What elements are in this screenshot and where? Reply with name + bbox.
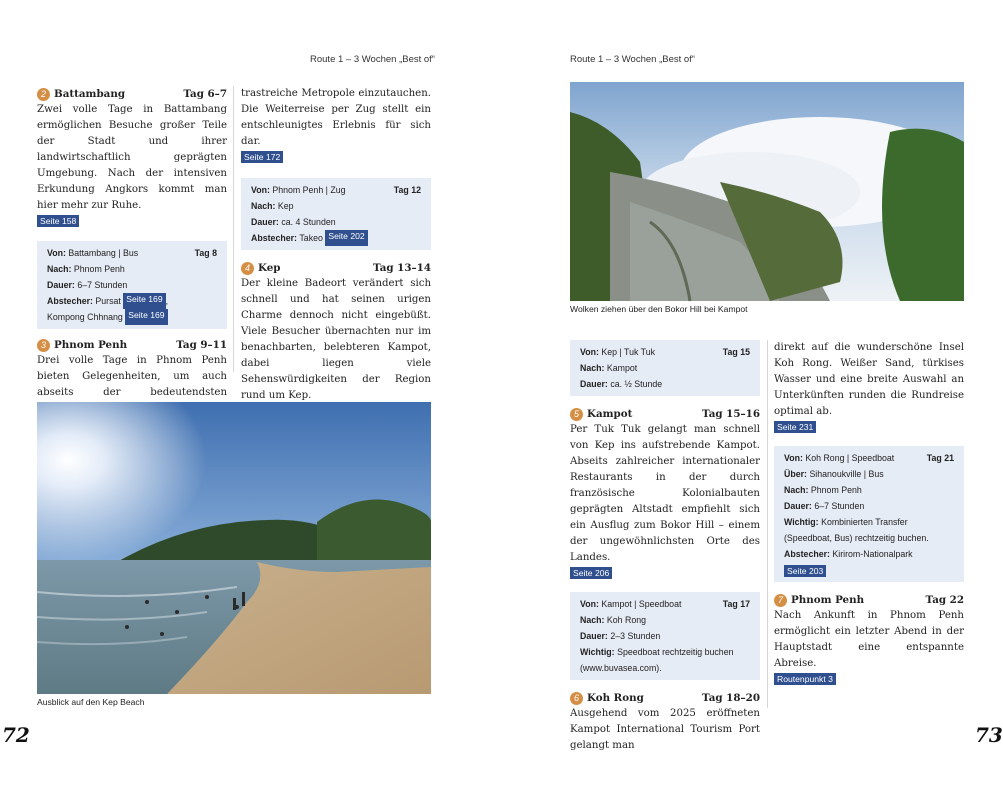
duration-value: 6–7 Stunden [77, 280, 128, 290]
detour-value: Kompong Chhnang [47, 312, 123, 322]
stop-day: Tag 13–14 [373, 262, 431, 274]
from-value: Kep | Tuk Tuk [601, 347, 655, 357]
from-value: Koh Rong | Speedboat [805, 453, 895, 463]
to-value: Kep [277, 201, 294, 211]
stop-description: Nach Ankunft in Phnom Penh ermöglicht ein letzter Abend in der Hauptstadt eine entspannte Abreise. [774, 610, 964, 669]
stop-day: Tag 15–16 [702, 408, 760, 420]
important-value: Kombinierten Transfer (Speedboat, Bus) rechtzeitig buchen. [784, 517, 929, 543]
stop-name: Phnom Penh [54, 339, 128, 351]
detour-label: Abstecher: [251, 233, 297, 243]
from-label: Von: [580, 599, 599, 609]
stop-number-badge: 6 [570, 692, 583, 705]
from-value: Kampot | Speedboat [601, 599, 682, 609]
stop-number-badge: 4 [241, 262, 254, 275]
detour-label: Abstecher: [784, 549, 830, 559]
stop-name: Battambang [54, 88, 126, 100]
page-reference-link[interactable]: Seite 206 [570, 567, 612, 579]
page-reference-link[interactable]: Seite 231 [774, 421, 816, 433]
transfer-day: Tag 21 [926, 453, 954, 463]
from-label: Von: [784, 453, 803, 463]
left-column-1 [37, 86, 227, 417]
page-number: 72 [2, 723, 30, 747]
from-value: Battambang | Bus [68, 248, 139, 258]
page-reference-link[interactable]: Seite 169 [123, 293, 165, 309]
right-column-1 [570, 340, 760, 754]
stop-name: Koh Rong [587, 692, 644, 704]
column-divider [233, 86, 234, 372]
to-value: Kampot [606, 363, 638, 373]
page-reference-link[interactable]: Seite 169 [125, 309, 167, 325]
transfer-day: Tag 8 [194, 248, 217, 258]
stop-number-badge: 5 [570, 408, 583, 421]
transfer-day: Tag 17 [722, 599, 750, 609]
stop-day: Tag 9–11 [176, 339, 227, 351]
important-value: Speedboat rechtzeitig buchen (www.buvasea.com). [580, 647, 734, 673]
via-value: Sihanoukville | Bus [809, 469, 884, 479]
page-reference-link[interactable]: Seite 172 [241, 151, 283, 163]
to-label: Nach: [251, 201, 276, 211]
to-label: Nach: [580, 615, 605, 625]
important-label: Wichtig: [580, 647, 615, 657]
stop-number-badge: 2 [37, 88, 50, 101]
page-number: 73 [975, 723, 1003, 747]
stop-heading-phnom-penh [37, 337, 227, 353]
duration-value: ca. 4 Stunden [281, 217, 336, 227]
to-value: Phnom Penh [73, 264, 125, 274]
stop-heading-koh-rong [570, 690, 760, 706]
duration-value: 2–3 Stunden [610, 631, 661, 641]
transfer-box [37, 241, 227, 329]
stop-day: Tag 22 [925, 594, 964, 606]
stop-number-badge: 7 [774, 594, 787, 607]
page-reference-link[interactable]: Seite 158 [37, 215, 79, 227]
to-label: Nach: [47, 264, 72, 274]
stop-description: Drei volle Tage in Phnom Penh bieten Gelegenheiten, um auch abseits der bedeutendsten [37, 355, 227, 398]
transfer-box [241, 178, 431, 250]
route-point-link[interactable]: Routenpunkt 3 [774, 673, 836, 685]
continued-text: direkt auf die wunderschöne Insel Koh Rong. Weißer Sand, türkises Wasser und eine breite Auswahl an Unterkünften runden die Rundreise optimal ab. [774, 342, 964, 417]
left-column-2 [241, 86, 431, 420]
photo-caption: Wolken ziehen über den Bokor Hill bei Kampot [570, 304, 748, 314]
stop-heading-phnom-penh-final [774, 592, 964, 608]
transfer-box [570, 340, 760, 396]
right-running-header: Route 1 – 3 Wochen „Best of“ [570, 54, 695, 65]
stop-number-badge: 3 [37, 339, 50, 352]
kep-beach-photo [37, 402, 431, 694]
page-reference-link[interactable]: Seite 203 [784, 565, 826, 577]
stop-description: Ausgehend vom 2025 eröffneten Kampot International Tourism Port gelangt man [570, 708, 760, 751]
duration-value: 6–7 Stunden [814, 501, 865, 511]
from-label: Von: [251, 185, 270, 195]
duration-label: Dauer: [580, 631, 608, 641]
duration-label: Dauer: [580, 379, 608, 389]
duration-label: Dauer: [251, 217, 279, 227]
from-value: Phnom Penh | Zug [272, 185, 346, 195]
detour-value: Kirirom-Nationalpark [832, 549, 913, 559]
transfer-day: Tag 15 [722, 347, 750, 357]
stop-day: Tag 18–20 [702, 692, 760, 704]
stop-heading-battambang [37, 86, 227, 102]
to-value: Koh Rong [606, 615, 647, 625]
stop-heading-kep [241, 260, 431, 276]
duration-label: Dauer: [784, 501, 812, 511]
detour-value: Pursat [95, 296, 121, 306]
from-label: Von: [580, 347, 599, 357]
stop-description: Zwei volle Tage in Battambang ermöglichen Besuche großer Teile der Stadt und ihrer landwirtschaftlich geprägten Umgebung. Nach der intensiven Erkundung Angkors kommt man hier mehr zur Ruhe. [37, 104, 227, 211]
to-label: Nach: [784, 485, 809, 495]
to-label: Nach: [580, 363, 605, 373]
stop-heading-kampot [570, 406, 760, 422]
duration-value: ca. ½ Stunde [610, 379, 663, 389]
stop-description: Per Tuk Tuk gelangt man schnell von Kep ins aufstrebende Kampot. Abseits zahlreicher internationaler Restaurants in der durch französische Kolonialbauten geprägten Altstadt empfiehlt sich ein Ausflug zum Bokor Hill – einem der ungewöhnlichsten Orte des Landes. [570, 424, 760, 563]
page-reference-link[interactable]: Seite 202 [325, 230, 367, 246]
left-running-header: Route 1 – 3 Wochen „Best of“ [310, 54, 435, 65]
detour-value: Takeo [299, 233, 323, 243]
transfer-box [774, 446, 964, 582]
transfer-box [570, 592, 760, 680]
important-label: Wichtig: [784, 517, 819, 527]
stop-name: Kampot [587, 408, 633, 420]
via-label: Über: [784, 469, 807, 479]
duration-label: Dauer: [47, 280, 75, 290]
bokor-hill-photo [570, 82, 964, 301]
stop-day: Tag 6–7 [183, 88, 227, 100]
from-label: Von: [47, 248, 66, 258]
detour-label: Abstecher: [47, 296, 93, 306]
stop-name: Kep [258, 262, 281, 274]
to-value: Phnom Penh [810, 485, 862, 495]
transfer-day: Tag 12 [393, 185, 421, 195]
photo-caption: Ausblick auf den Kep Beach [37, 697, 145, 707]
column-divider [767, 340, 768, 708]
continued-text: trastreiche Metropole einzutauchen. Die Weiterreise per Zug stellt ein entschleunigtes Erlebnis für sich dar. [241, 88, 431, 147]
right-column-2 [774, 340, 964, 688]
stop-description: Der kleine Badeort verändert sich schnell und hat seinen urigen Charme dennoch nicht eingebüßt. Viele Besucher übernachten nur im benachbarten, belebteren Kampot, dabei liegen viele Sehenswürdigkeiten der Region rund um Kep. [241, 278, 431, 401]
separator: , [165, 296, 169, 306]
stop-name: Phnom Penh [791, 594, 865, 606]
